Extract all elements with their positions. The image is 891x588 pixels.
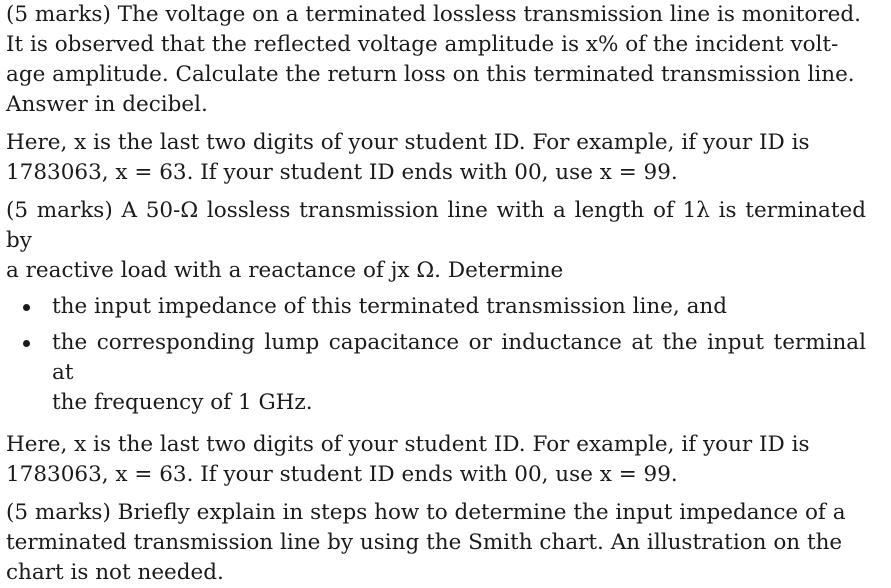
question-2	[6, 196, 866, 286]
bullet-icon	[23, 340, 30, 347]
text-line: (5 marks) A 50-Ω lossless transmission line with a length of 1λ is terminated by	[6, 198, 866, 253]
question-3	[6, 498, 866, 588]
text-line: Answer in decibel.	[6, 92, 208, 117]
document-page	[6, 0, 866, 588]
text-line: a reactive load with a reactance of jx Ω. Determine	[6, 258, 564, 283]
text-line: Here, x is the last two digits of your student ID. For example, if your ID is	[6, 130, 810, 155]
text-line: 1783063, x = 63. If your student ID ends with 00, use x = 99.	[6, 160, 678, 185]
text-line: It is observed that the reflected voltage amplitude is x% of the incident volt-	[6, 32, 839, 57]
text-line: the corresponding lump capacitance or inductance at the input terminal at	[52, 330, 866, 385]
question-2-bullet-list	[6, 292, 866, 418]
text-line: (5 marks) The voltage on a terminated lossless transmission line is monitored.	[6, 2, 861, 27]
text-line: terminated transmission line by using the Smith chart. An illustration on the	[6, 530, 843, 555]
text-line: Here, x is the last two digits of your student ID. For example, if your ID is	[6, 432, 810, 457]
list-item	[6, 292, 866, 322]
question-1	[6, 0, 866, 120]
question-2-note	[6, 430, 866, 490]
bullet-icon	[23, 304, 30, 311]
text-line: chart is not needed.	[6, 560, 224, 585]
text-line: age amplitude. Calculate the return loss on this terminated transmission line.	[6, 62, 855, 87]
text-line: the input impedance of this terminated transmission line, and	[52, 294, 727, 319]
text-line: (5 marks) Briefly explain in steps how to determine the input impedance of a	[6, 500, 846, 525]
text-line: the frequency of 1 GHz.	[52, 390, 313, 415]
text-line: 1783063, x = 63. If your student ID ends with 00, use x = 99.	[6, 462, 678, 487]
list-item	[6, 328, 866, 418]
question-1-note	[6, 128, 866, 188]
